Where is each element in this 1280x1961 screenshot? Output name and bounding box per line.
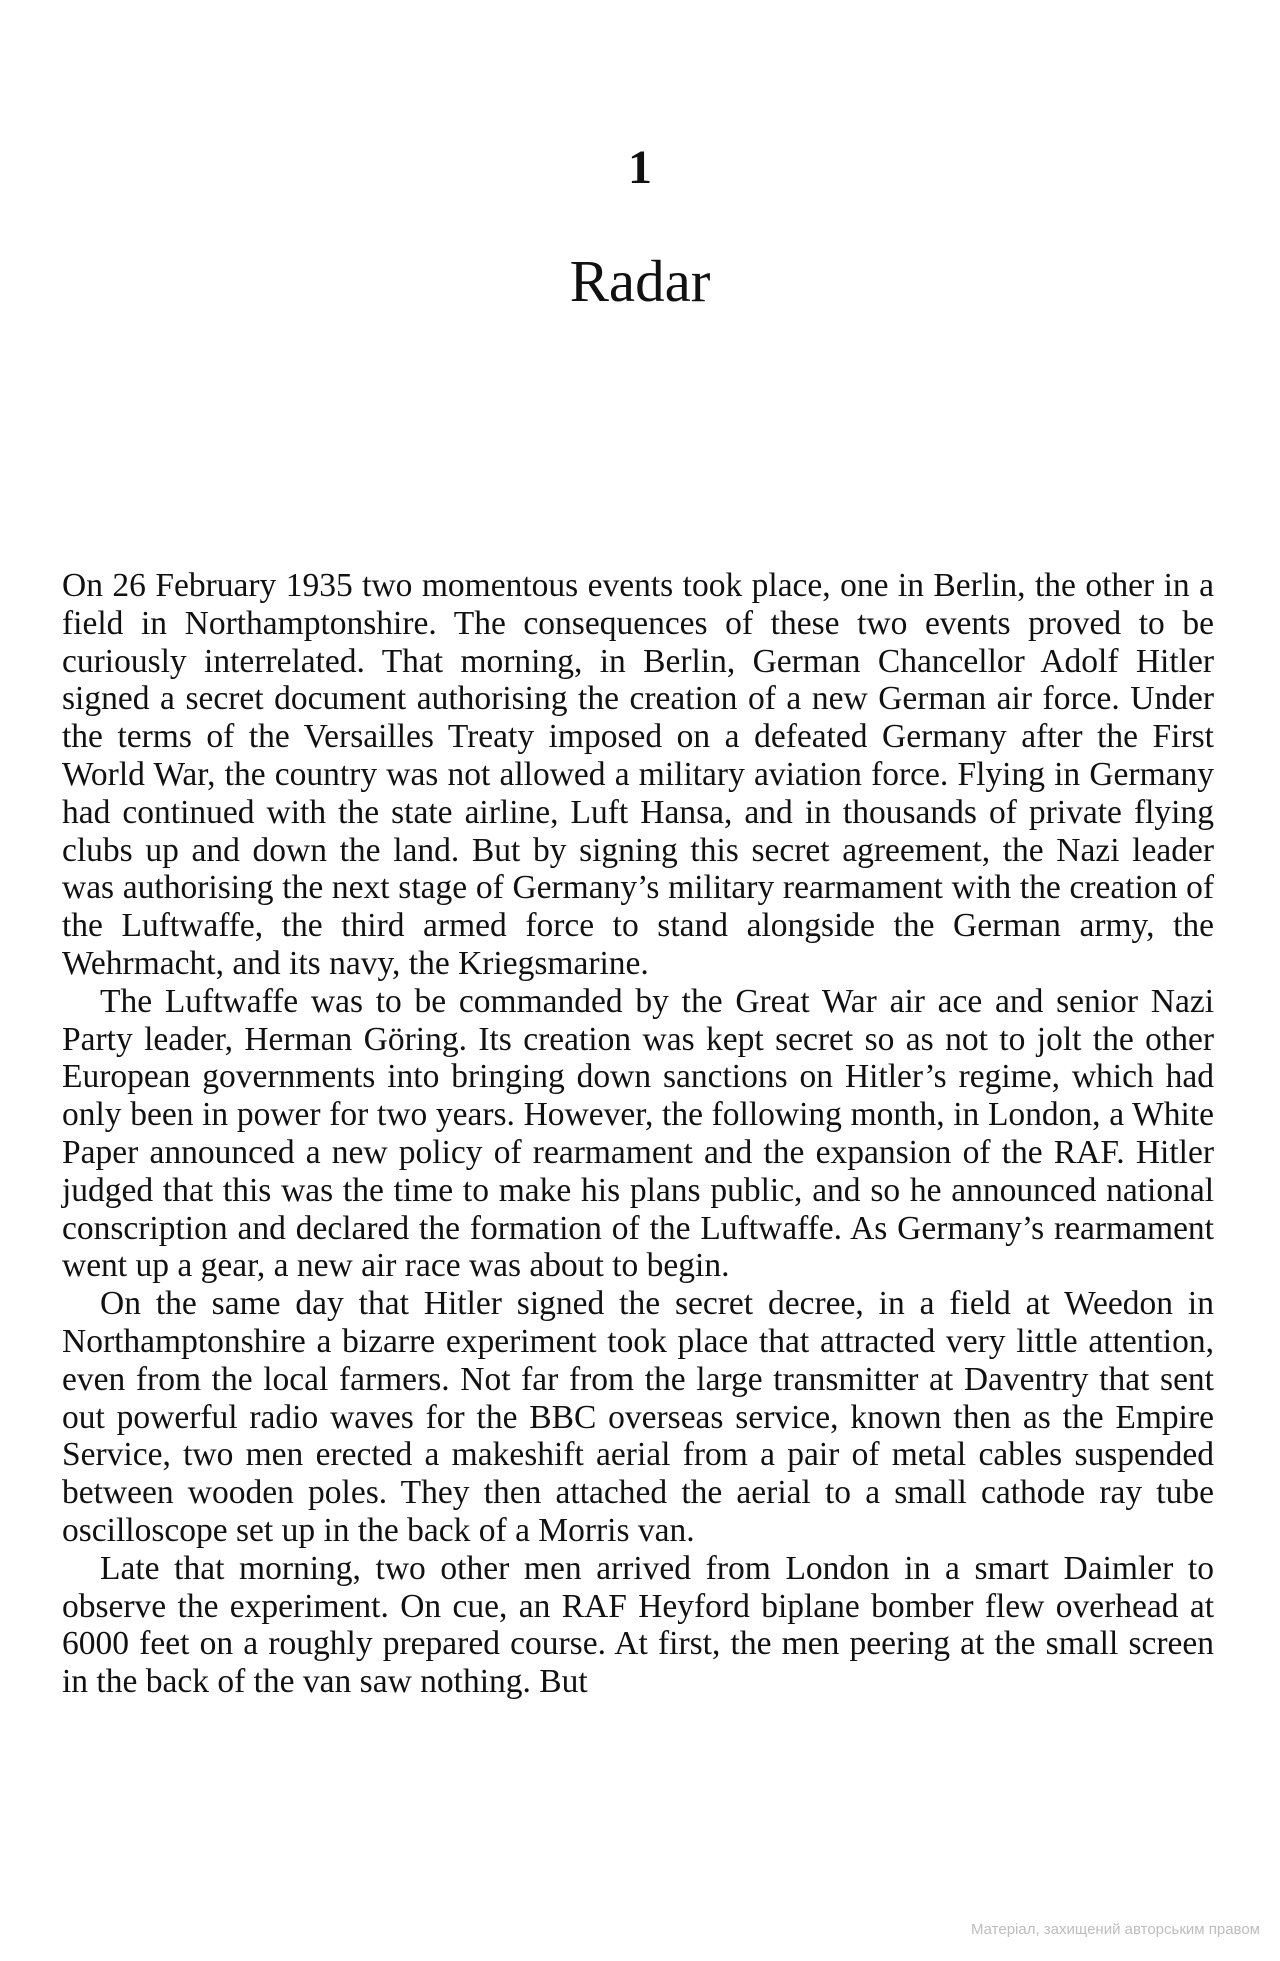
paragraph-2: The Luftwaffe was to be commanded by the Great War air ace and senior Nazi Party leader, Herman Göring. Its creation was kept secret so as not to jolt the other European governments into bringing down sanctions on Hitler’s regime, which had only been in power for two years. However, the following month, in London, a White Paper announced a new policy of rearmament and the expansion of the RAF. Hitler judged that this was the time to make his plans public, and so he announced national conscription and declared the formation of the Luftwaffe. As Germany’s rearmament went up a gear, a new air race was about to begin.: [62, 982, 1214, 1285]
paragraph-4: Late that morning, two other men arrived from London in a smart Daimler to observe the experiment. On cue, an RAF Heyford biplane bomber flew overhead at 6000 feet on a roughly prepared course. At first, the men peering at the small screen in the back of the van saw nothing. But: [62, 1549, 1214, 1701]
chapter-number: 1: [628, 141, 652, 194]
paragraph-1: On 26 February 1935 two momentous events took place, one in Berlin, the other in a field in Northamptonshire. The consequences of these two events proved to be curiously interrelated. That morning, in Berlin, German Chancellor Adolf Hitler signed a secret document authorising the creation of a new German air force. Under the terms of the Versailles Treaty imposed on a defeated Germany after the First World War, the country was not allowed a military aviation force. Flying in Germany had continued with the state airline, Luft Hansa, and in thousands of private flying clubs up and down the land. But by signing this secret agreement, the Nazi leader was authorising the next stage of Germany’s military rearmament with the creation of the Luftwaffe, the third armed force to stand alongside the German army, the Wehrmacht, and its navy, the Kriegsmarine.: [62, 567, 1214, 982]
copyright-watermark: Матеріал, захищений авторським правом: [970, 1921, 1260, 1938]
chapter-title: Radar: [569, 248, 711, 314]
paragraph-3: On the same day that Hitler signed the secret decree, in a field at Weedon in Northamptonshire a bizarre experiment took place that attracted very little attention, even from the local farmers. Not far from the large transmitter at Daventry that sent out powerful radio waves for the BBC overseas service, known then as the Empire Service, two men erected a makeshift aerial from a pair of metal cables suspended between wooden poles. They then attached the aerial to a small cathode ray tube oscilloscope set up in the back of a Morris van.: [62, 1285, 1214, 1549]
body-text: [62, 567, 1214, 1701]
